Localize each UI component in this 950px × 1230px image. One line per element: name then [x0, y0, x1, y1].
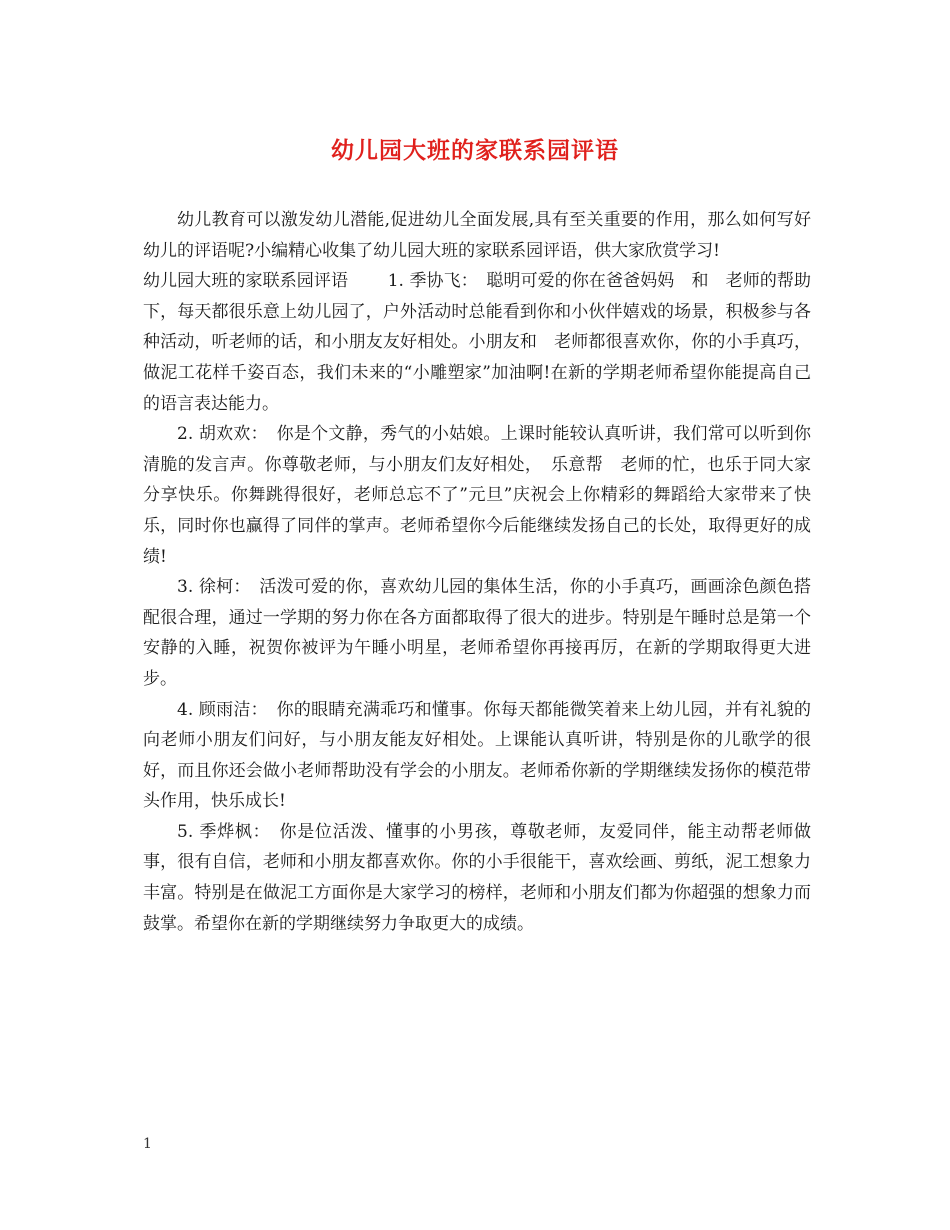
comment-paragraph-1: 幼儿园大班的家联系园评语 1. 季协飞： 聪明可爱的你在爸爸妈妈 和 老师的帮助下，每天都很乐意上幼儿园了，户外活动时总能看到你和小伙伴嬉戏的场景，积极参与各种活动，听老师的话，和小朋友友好相处。小朋友和 老师都很喜欢你，你的小手真巧，做泥工花样千姿百态，我们未来的“小雕塑家”加油啊!在新的学期老师希望你能提高自己的语言表达能力。 [143, 271, 811, 414]
page-number: 1 [143, 1136, 152, 1152]
comment-paragraph-5: 5. 季烨枫： 你是位活泼、懂事的小男孩，尊敬老师，友爱同伴，能主动帮老师做事，很有自信，老师和小朋友都喜欢你。你的小手很能干，喜欢绘画、剪纸，泥工想象力丰富。特别是在做泥工方面你是大家学习的榜样，老师和小朋友们都为你超强的想象力而鼓掌。希望你在新的学期继续努力争取更大的成绩。 [143, 821, 811, 934]
intro-paragraph: 幼儿教育可以激发幼儿潜能,促进幼儿全面发展,具有至关重要的作用，那么如何写好幼儿的评语呢?小编精心收集了幼儿园大班的家联系园评语，供大家欣赏学习! [143, 210, 811, 261]
comment-paragraph-4: 4. 顾雨洁： 你的眼睛充满乖巧和懂事。你每天都能微笑着来上幼儿园，并有礼貌的 向老师小朋友们问好，与小朋友能友好相处。上课能认真听讲，特别是你的儿歌学的很好，而且你还会做小老师帮助没有学会的小朋友。老师希你新的学期继续发扬你的模范带头作用，快乐成长! [143, 699, 828, 812]
document-body [143, 205, 828, 939]
comment-paragraph-3: 3. 徐柯： 活泼可爱的你，喜欢幼儿园的集体生活，你的小手真巧，画画涂色颜色搭配很合理，通过一学期的努力你在各方面都取得了很大的进步。特别是午睡时总是第一个安静的入睡，祝贺你被评为午睡小明星，老师希望你再接再厉，在新的学期取得更大进步。 [143, 577, 811, 689]
comment-paragraph-2: 2. 胡欢欢： 你是个文静，秀气的小姑娘。上课时能较认真听讲，我们常可以听到你清脆的发言声。你尊敬老师，与小朋友们友好相处， 乐意帮 老师的忙，也乐于同大家分享快乐。你舞跳得很好，老师总忘不了”元旦”庆祝会上你精彩的舞蹈给大家带来了快乐，同时你也赢得了同伴的掌声。老师希望你今后能继续发扬自己的长处，取得更好的成绩! [143, 424, 811, 567]
document-title: 幼儿园大班的家联系园评语 [331, 137, 619, 164]
